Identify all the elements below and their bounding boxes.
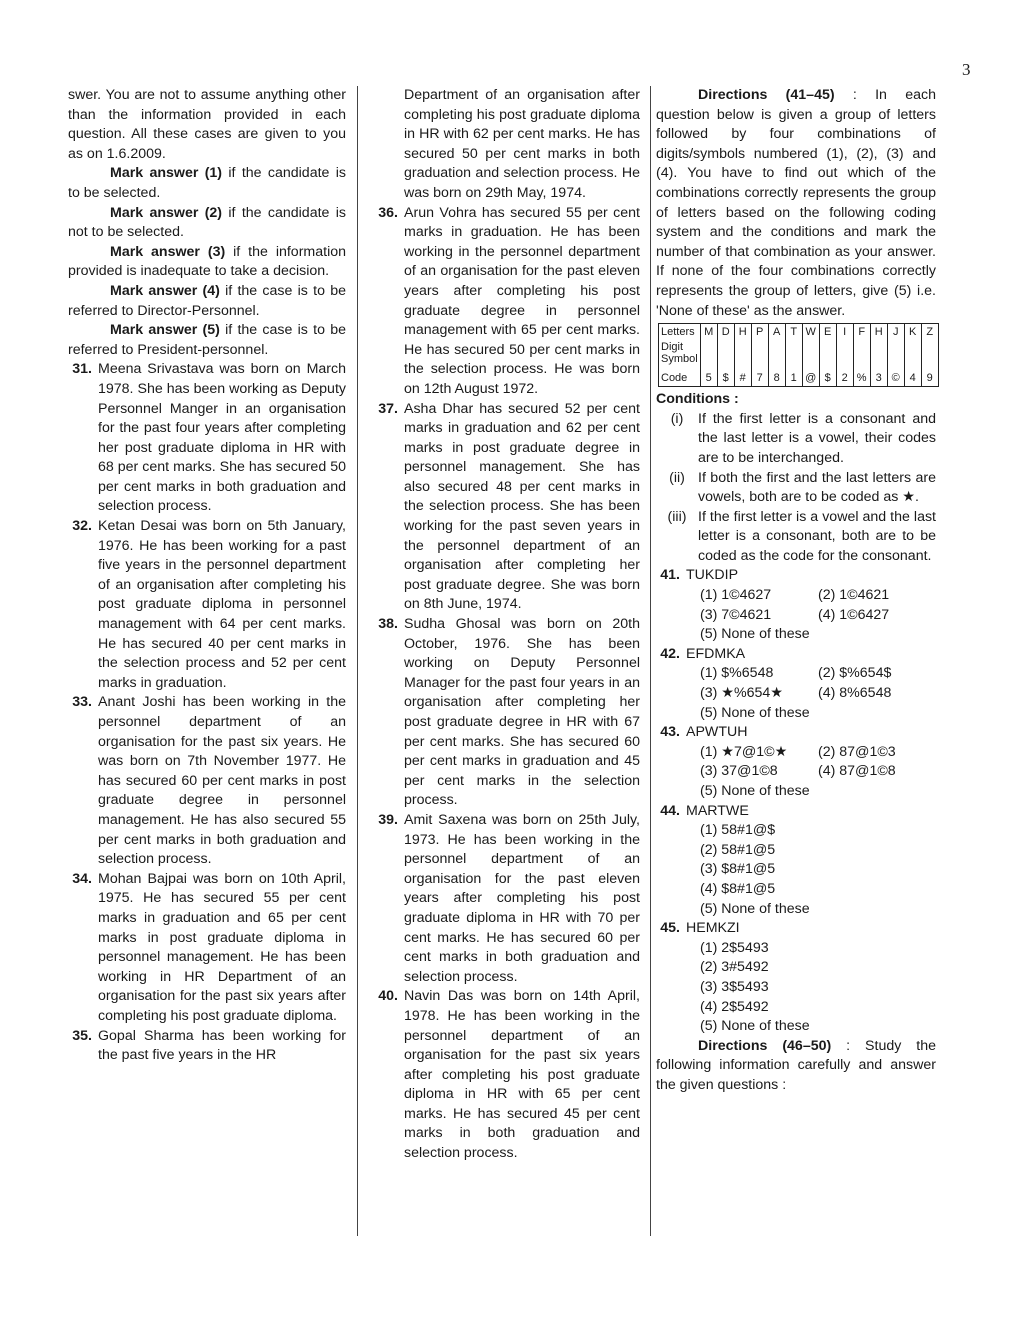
answer-option: (4) 87@1©8 (818, 763, 896, 780)
question-text: Gopal Sharma has been working for the past five years in the HR (98, 1027, 346, 1064)
table-code: @ (802, 370, 819, 387)
mark-text: if the candidate is not to be selected. (68, 204, 346, 241)
question-number: 44. (660, 802, 680, 819)
table-code: 3 (870, 370, 887, 387)
condition-number: (i) (670, 410, 684, 427)
answer-option: (4) 2$5492 (700, 998, 769, 1015)
question-number: 39. (378, 811, 398, 828)
table-code: 5 (700, 370, 717, 387)
answer-option: (4) 8%6548 (818, 685, 892, 702)
question-text: Arun Vohra has secured 55 per cent marks in graduation. He has been working in the personnel department of an organisation for the past eleven years after completing his post graduate degree in personnel management with 65 per cent marks. He has secured 50 per cent marks in the selection process. He was born on 12th August 1972. (404, 204, 640, 397)
option-row (700, 586, 936, 606)
answer-option: (4) $8#1@5 (700, 880, 776, 897)
question-number: 36. (378, 204, 398, 221)
option-row (700, 664, 936, 684)
table-letter: P (751, 324, 768, 341)
table-code: 4 (904, 370, 921, 387)
question-number: 31. (72, 361, 92, 378)
question-list-2 (374, 204, 640, 1164)
column-divider-1 (357, 86, 358, 1236)
directions-46-50 (656, 1037, 936, 1096)
answer-option: (1) ★7@1©★ (700, 743, 788, 760)
table-letter: M (700, 324, 717, 341)
question-number: 32. (72, 518, 92, 535)
question-text: Ketan Desai was born on 5th January, 1976. He has been working for a past five years in the personnel department of an organisation after completing his post graduate diploma in personnel management with 64 per cent marks. He has secured 40 per cent marks in the selection process and 52 per cent marks in graduation. (98, 518, 346, 691)
question-word: MARTWE (686, 802, 749, 819)
directions2-text: : Study the following information carefully and answer the given questions : (656, 1037, 936, 1093)
question-item (374, 400, 640, 616)
table-code: $ (819, 370, 836, 387)
mark-instruction (68, 243, 346, 282)
answer-option: (1) 1©4627 (700, 587, 772, 604)
question-list-3 (656, 566, 936, 1036)
table-letter: W (802, 324, 819, 341)
table-spacer (887, 340, 904, 370)
mark-instruction (68, 282, 346, 321)
table-spacer (904, 340, 921, 370)
question-word: TUKDIP (686, 567, 739, 584)
table-code: # (734, 370, 751, 387)
table-spacer (836, 340, 853, 370)
table-spacer (700, 340, 717, 370)
question-item (68, 517, 346, 693)
intro-text: swer. You are not to assume anything other than the information provided in each question. All these cases are given to you as on 1.6.2009. (68, 87, 346, 162)
mark-text: if the candidate is to be selected. (68, 165, 346, 201)
answer-options (656, 586, 936, 645)
question-item (374, 204, 640, 400)
question-text: Mohan Bajpai was born on 10th April, 1975. He has secured 55 per cent marks in graduation and 65 per cent marks in post graduate diploma in personnel management. He has been working in HR Department of an organisation for the past six years after completing his post graduate diploma. (98, 870, 346, 1024)
answer-option: (2) 1©4621 (818, 587, 890, 604)
answer-option: (3) 7©4621 (700, 606, 772, 623)
question-text: Meena Srivastava was born on March 1978. She has been working as Deputy Personnel Manger in an organisation for the past four years after completing her post graduate diploma in HR with 68 per cent marks. She has secured 50 per cent marks in both graduation and selection process. (98, 361, 346, 515)
table-letter: E (819, 324, 836, 341)
table-code: 7 (751, 370, 768, 387)
table-spacer (751, 340, 768, 370)
table-code: 8 (768, 370, 785, 387)
question-item (374, 811, 640, 987)
condition-text: If the first letter is a vowel and the last letter is a consonant, both are to be coded as the code for the consonant. (698, 508, 936, 564)
answer-option: (2) 58#1@5 (700, 841, 776, 858)
directions-label: Directions (41–45) (698, 87, 835, 103)
code-header: Code (659, 370, 701, 387)
answer-option: (5) None of these (700, 900, 810, 917)
question-number: 45. (660, 920, 680, 937)
condition-item (656, 508, 936, 567)
mark-label: Mark answer (4) (110, 282, 220, 299)
question-item (68, 1027, 346, 1066)
column-1 (68, 86, 346, 1066)
directions2-label: Directions (46–50) (698, 1037, 832, 1054)
table-spacer (785, 340, 802, 370)
answer-options (656, 664, 936, 723)
option-row (700, 606, 936, 626)
question-item (374, 987, 640, 1163)
coding-table (658, 323, 939, 387)
answer-option-none: (5) None of these (700, 626, 810, 643)
question-item (374, 615, 640, 811)
question-number: 42. (660, 645, 680, 662)
answer-options (656, 821, 936, 919)
answer-option: (3) $8#1@5 (700, 861, 776, 878)
letters-header: Letters (659, 324, 701, 341)
conditions-list (656, 410, 936, 567)
table-letter: I (836, 324, 853, 341)
condition-text: If the first letter is a consonant and the last letter is a vowel, their codes are to be interchanged. (698, 410, 936, 466)
table-spacer (819, 340, 836, 370)
condition-item (656, 469, 936, 508)
mark-instruction (68, 204, 346, 243)
question-word: HEMKZI (686, 920, 740, 937)
table-spacer (921, 340, 938, 370)
answer-options (656, 743, 936, 802)
answer-option: (2) 3#5492 (700, 959, 769, 976)
question-text: Asha Dhar has secured 52 per cent marks in graduation and 62 per cent marks in post graduate degree in personnel management. She has also secured 48 per cent marks in the selection process. She has been working for the past seven years in the personnel department of an organisation after completing her post graduate degree. She was born on 8th June, 1974. (404, 400, 640, 613)
mark-instruction (68, 321, 346, 360)
table-letter: T (785, 324, 802, 341)
table-code: % (853, 370, 870, 387)
condition-item (656, 410, 936, 469)
mark-label: Mark answer (2) (110, 204, 223, 221)
question-item (656, 566, 936, 586)
table-code: $ (717, 370, 734, 387)
table-code: 1 (785, 370, 802, 387)
question-item (656, 802, 936, 822)
table-spacer (870, 340, 887, 370)
question-number: 41. (660, 567, 680, 584)
condition-number: (iii) (667, 508, 687, 525)
question-word: APWTUH (686, 724, 748, 741)
table-letter: H (734, 324, 751, 341)
table-letter: Z (921, 324, 938, 341)
table-code: © (887, 370, 904, 387)
question-text: Navin Das was born on 14th April, 1978. He has been working in the personnel department of an organisation for the past six years after completing his post graduate diploma in HR with 65 per cent marks. He has secured 45 per cent marks in both graduation and selection process. (404, 988, 640, 1162)
question-item (656, 919, 936, 939)
digit-label: Digit (661, 341, 684, 354)
table-code: 2 (836, 370, 853, 387)
column-3 (656, 86, 936, 1096)
mark-instruction (68, 164, 346, 203)
option-row (700, 762, 936, 782)
table-spacer (717, 340, 734, 370)
table-code: 9 (921, 370, 938, 387)
answer-option: (1) 58#1@$ (700, 822, 776, 839)
mark-label: Mark answer (3) (110, 243, 226, 260)
answer-option: (4) 1©6427 (818, 606, 890, 623)
answer-option: (2) $%654$ (818, 665, 892, 682)
condition-number: (ii) (669, 469, 685, 486)
question-item (68, 693, 346, 869)
table-letter: J (887, 324, 904, 341)
option-row (700, 684, 936, 704)
symbol-label: Symbol (661, 353, 698, 366)
digit-symbol-header (659, 340, 701, 370)
mark-text: if the case is to be referred to President-personnel. (68, 322, 346, 358)
mark-label: Mark answer (5) (110, 322, 220, 339)
mark-label: Mark answer (1) (110, 165, 223, 182)
table-letter: D (717, 324, 734, 341)
page-number: 3 (962, 60, 971, 79)
question-number: 40. (378, 988, 398, 1005)
answer-option: (1) $%6548 (700, 665, 774, 682)
question-number: 38. (378, 616, 398, 633)
table-letter: F (853, 324, 870, 341)
table-letter: A (768, 324, 785, 341)
answer-option-none: (5) None of these (700, 704, 810, 721)
question-35-continuation: Department of an organisation after completing his post graduate diploma in HR with 62 per cent marks. He has secured 50 per cent marks in both graduation and selection process. He was born on 29th May, 1974. (404, 87, 640, 201)
question-text: Anant Joshi has been working in the personnel department of an organisation for the past six years. He was born on 7th November 1977. He has secured 60 per cent marks in post graduate degree in personnel management. He has also secured 55 per cent marks in both graduation and selection process. (98, 694, 346, 868)
question-word: EFDMKA (686, 645, 746, 662)
answer-option: (5) None of these (700, 1018, 810, 1035)
question-text: Amit Saxena was born on 25th July, 1973. He has been working in the personnel department of an organisation for the past eleven years after completing his post graduate diploma in HR with 70 per cent marks. He has secured 60 per cent marks in both graduation and selection process. (404, 811, 640, 985)
question-text: Sudha Ghosal was born on 20th October, 1976. She has been working on Deputy Personnel Manager for the past four years in an organisation after completing her post graduate degree in HR with 67 per cent marks. She has secured 60 per cent marks in graduation and 45 per cent marks in the selection process. (404, 616, 640, 809)
table-spacer (853, 340, 870, 370)
column-2 (374, 86, 640, 1164)
answer-option: (3) 37@1©8 (700, 763, 778, 780)
answer-option: (3) 3$5493 (700, 978, 769, 995)
option-row (700, 743, 936, 763)
question-item (68, 870, 346, 1027)
question-number: 33. (72, 694, 92, 711)
question-list-1 (68, 360, 346, 1065)
conditions-title: Conditions : (656, 391, 739, 408)
answer-option-none: (5) None of these (700, 783, 810, 799)
question-item (656, 723, 936, 743)
question-item (68, 360, 346, 517)
condition-text: If both the first and the last letters are vowels, both are to be coded as ★. (698, 469, 936, 506)
answer-option: (1) 2$5493 (700, 939, 769, 956)
table-spacer (734, 340, 751, 370)
answer-instructions (68, 164, 346, 360)
table-letter: H (870, 324, 887, 341)
table-letter: K (904, 324, 921, 341)
answer-option: (3) ★%654★ (700, 685, 784, 702)
directions-41-45 (656, 86, 936, 321)
question-number: 37. (378, 400, 398, 417)
answer-option: (2) 87@1©3 (818, 743, 896, 760)
table-spacer (802, 340, 819, 370)
column-divider-2 (650, 86, 651, 1236)
mark-text: if the case is to be referred to Director-Personnel. (68, 282, 346, 319)
table-spacer (768, 340, 785, 370)
directions-text: : In each question below is given a group of letters followed by four combinations of digits/symbols numbered (1), (2), (3) and (4). You have to find out which of the combinations correctly represents the group of letters based on the following coding system and the conditions and mark the number of that combination as your answer. If none of the four combinations correctly represents the group of letters, give (5) i.e. 'None of these' as the answer. (656, 87, 936, 319)
question-number: 34. (72, 870, 92, 887)
question-number: 43. (660, 724, 680, 741)
question-number: 35. (72, 1027, 92, 1044)
mark-text: if the information provided is inadequate to take a decision. (68, 243, 346, 280)
answer-options (656, 939, 936, 1037)
question-item (656, 645, 936, 665)
